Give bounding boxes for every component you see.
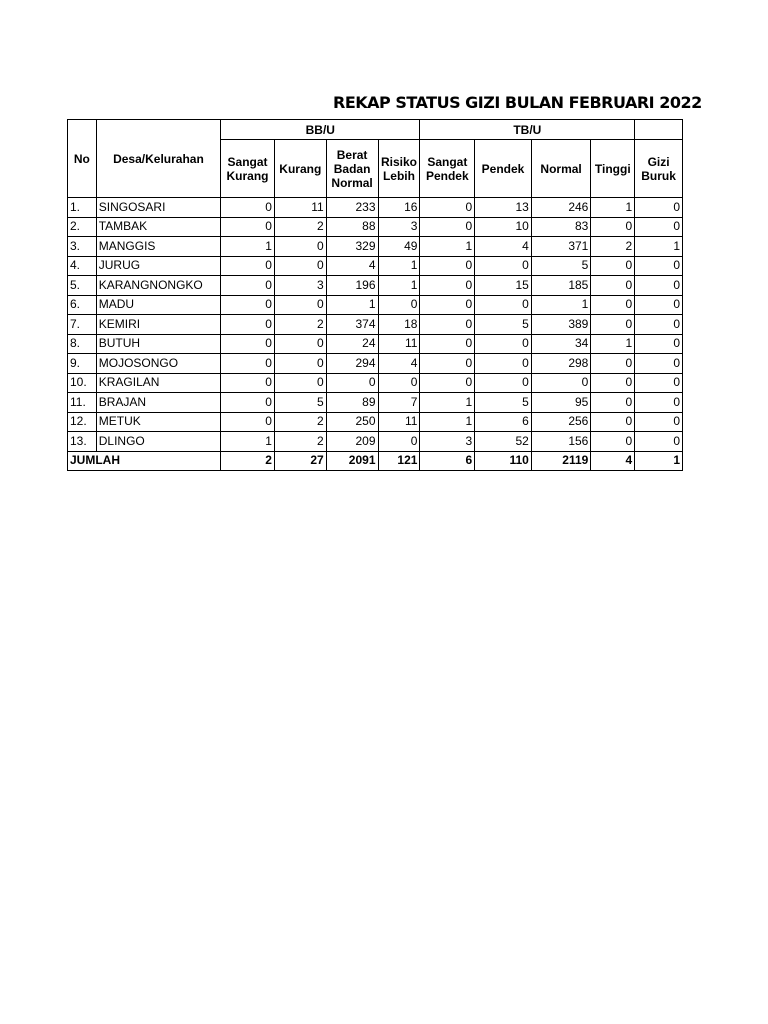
cell-value: 0 bbox=[635, 412, 683, 432]
cell-value: 0 bbox=[326, 373, 378, 393]
cell-value: 1 bbox=[591, 198, 635, 218]
table-row bbox=[68, 276, 683, 296]
header-group-bbtb bbox=[635, 120, 683, 140]
cell-value: 0 bbox=[221, 393, 275, 413]
cell-value: 5 bbox=[475, 393, 532, 413]
row-no: 4. bbox=[68, 256, 97, 276]
cell-value: 0 bbox=[420, 276, 475, 296]
header-group-bbu: BB/U bbox=[221, 120, 420, 140]
cell-value: 0 bbox=[221, 217, 275, 237]
cell-value: 294 bbox=[326, 354, 378, 374]
cell-value: 5 bbox=[531, 256, 591, 276]
cell-value: 1 bbox=[326, 295, 378, 315]
cell-value: 0 bbox=[635, 354, 683, 374]
row-desa: TAMBAK bbox=[96, 217, 220, 237]
row-no: 3. bbox=[68, 237, 97, 257]
header-col: Sangat Pendek bbox=[420, 140, 475, 198]
cell-value: 0 bbox=[591, 256, 635, 276]
table-row bbox=[68, 354, 683, 374]
header-col: Gizi Buruk bbox=[635, 140, 683, 198]
row-no: 13. bbox=[68, 432, 97, 452]
cell-value: 298 bbox=[531, 354, 591, 374]
cell-value: 83 bbox=[531, 217, 591, 237]
cell-value: 3 bbox=[420, 432, 475, 452]
cell-value: 0 bbox=[591, 393, 635, 413]
cell-value: 389 bbox=[531, 315, 591, 335]
cell-value: 0 bbox=[420, 198, 475, 218]
cell-value: 0 bbox=[274, 334, 326, 354]
row-desa: MADU bbox=[96, 295, 220, 315]
cell-value: 0 bbox=[635, 256, 683, 276]
total-value: 110 bbox=[475, 451, 532, 471]
row-desa: DLINGO bbox=[96, 432, 220, 452]
header-col: Risiko Lebih bbox=[378, 140, 420, 198]
cell-value: 0 bbox=[378, 295, 420, 315]
cell-value: 11 bbox=[274, 198, 326, 218]
cell-value: 0 bbox=[420, 354, 475, 374]
cell-value: 0 bbox=[591, 354, 635, 374]
cell-value: 0 bbox=[591, 412, 635, 432]
total-label: JUMLAH bbox=[68, 451, 221, 471]
row-no: 6. bbox=[68, 295, 97, 315]
cell-value: 1 bbox=[378, 276, 420, 296]
row-desa: KEMIRI bbox=[96, 315, 220, 335]
total-value: 4 bbox=[591, 451, 635, 471]
cell-value: 185 bbox=[531, 276, 591, 296]
cell-value: 250 bbox=[326, 412, 378, 432]
cell-value: 371 bbox=[531, 237, 591, 257]
cell-value: 1 bbox=[221, 237, 275, 257]
row-no: 12. bbox=[68, 412, 97, 432]
cell-value: 0 bbox=[274, 295, 326, 315]
cell-value: 209 bbox=[326, 432, 378, 452]
row-no: 5. bbox=[68, 276, 97, 296]
cell-value: 0 bbox=[274, 237, 326, 257]
table-row bbox=[68, 315, 683, 335]
cell-value: 2 bbox=[591, 237, 635, 257]
total-value: 1 bbox=[635, 451, 683, 471]
cell-value: 0 bbox=[221, 198, 275, 218]
row-desa: JURUG bbox=[96, 256, 220, 276]
cell-value: 88 bbox=[326, 217, 378, 237]
row-no: 11. bbox=[68, 393, 97, 413]
cell-value: 0 bbox=[591, 295, 635, 315]
cell-value: 0 bbox=[635, 373, 683, 393]
cell-value: 95 bbox=[531, 393, 591, 413]
total-value: 27 bbox=[274, 451, 326, 471]
cell-value: 0 bbox=[475, 354, 532, 374]
cell-value: 0 bbox=[591, 432, 635, 452]
header-no: No bbox=[68, 120, 97, 198]
cell-value: 0 bbox=[531, 373, 591, 393]
cell-value: 4 bbox=[326, 256, 378, 276]
table-row bbox=[68, 295, 683, 315]
cell-value: 0 bbox=[221, 276, 275, 296]
cell-value: 1 bbox=[378, 256, 420, 276]
table-row bbox=[68, 393, 683, 413]
table-row bbox=[68, 334, 683, 354]
cell-value: 329 bbox=[326, 237, 378, 257]
total-value: 2 bbox=[221, 451, 275, 471]
cell-value: 0 bbox=[221, 334, 275, 354]
row-no: 8. bbox=[68, 334, 97, 354]
cell-value: 0 bbox=[420, 315, 475, 335]
row-no: 2. bbox=[68, 217, 97, 237]
cell-value: 0 bbox=[221, 295, 275, 315]
table-row bbox=[68, 432, 683, 452]
table-row bbox=[68, 256, 683, 276]
cell-value: 0 bbox=[221, 373, 275, 393]
cell-value: 256 bbox=[531, 412, 591, 432]
cell-value: 0 bbox=[378, 432, 420, 452]
cell-value: 0 bbox=[221, 354, 275, 374]
cell-value: 24 bbox=[326, 334, 378, 354]
total-value: 2119 bbox=[531, 451, 591, 471]
cell-value: 374 bbox=[326, 315, 378, 335]
cell-value: 4 bbox=[475, 237, 532, 257]
cell-value: 6 bbox=[475, 412, 532, 432]
total-value: 2091 bbox=[326, 451, 378, 471]
cell-value: 0 bbox=[635, 432, 683, 452]
cell-value: 0 bbox=[378, 373, 420, 393]
cell-value: 0 bbox=[221, 315, 275, 335]
cell-value: 0 bbox=[475, 334, 532, 354]
cell-value: 0 bbox=[420, 217, 475, 237]
cell-value: 4 bbox=[378, 354, 420, 374]
cell-value: 0 bbox=[420, 295, 475, 315]
row-desa: METUK bbox=[96, 412, 220, 432]
page-title: REKAP STATUS GIZI BULAN FEBRUARI 2022 bbox=[333, 93, 702, 112]
cell-value: 1 bbox=[420, 237, 475, 257]
row-no: 7. bbox=[68, 315, 97, 335]
header-group-tbu: TB/U bbox=[420, 120, 635, 140]
cell-value: 52 bbox=[475, 432, 532, 452]
recap-table bbox=[67, 119, 683, 471]
cell-value: 0 bbox=[591, 217, 635, 237]
cell-value: 0 bbox=[635, 217, 683, 237]
cell-value: 15 bbox=[475, 276, 532, 296]
row-desa: SINGOSARI bbox=[96, 198, 220, 218]
header-col: Berat Badan Normal bbox=[326, 140, 378, 198]
table-row bbox=[68, 198, 683, 218]
cell-value: 89 bbox=[326, 393, 378, 413]
cell-value: 0 bbox=[635, 198, 683, 218]
cell-value: 0 bbox=[635, 295, 683, 315]
total-value: 6 bbox=[420, 451, 475, 471]
cell-value: 3 bbox=[274, 276, 326, 296]
row-desa: BRAJAN bbox=[96, 393, 220, 413]
header-col: Kurang bbox=[274, 140, 326, 198]
cell-value: 3 bbox=[378, 217, 420, 237]
cell-value: 5 bbox=[274, 393, 326, 413]
cell-value: 0 bbox=[635, 393, 683, 413]
cell-value: 0 bbox=[274, 256, 326, 276]
cell-value: 1 bbox=[591, 334, 635, 354]
cell-value: 16 bbox=[378, 198, 420, 218]
header-col: Sangat Kurang bbox=[221, 140, 275, 198]
cell-value: 233 bbox=[326, 198, 378, 218]
cell-value: 0 bbox=[420, 373, 475, 393]
cell-value: 0 bbox=[635, 315, 683, 335]
cell-value: 2 bbox=[274, 412, 326, 432]
cell-value: 7 bbox=[378, 393, 420, 413]
header-col: Normal bbox=[531, 140, 591, 198]
cell-value: 11 bbox=[378, 334, 420, 354]
cell-value: 5 bbox=[475, 315, 532, 335]
cell-value: 0 bbox=[221, 256, 275, 276]
cell-value: 1 bbox=[635, 237, 683, 257]
row-desa: BUTUH bbox=[96, 334, 220, 354]
cell-value: 0 bbox=[475, 295, 532, 315]
row-desa: KRAGILAN bbox=[96, 373, 220, 393]
row-no: 10. bbox=[68, 373, 97, 393]
cell-value: 0 bbox=[420, 334, 475, 354]
cell-value: 0 bbox=[635, 276, 683, 296]
cell-value: 1 bbox=[221, 432, 275, 452]
cell-value: 34 bbox=[531, 334, 591, 354]
cell-value: 0 bbox=[591, 373, 635, 393]
table-row bbox=[68, 217, 683, 237]
cell-value: 0 bbox=[274, 354, 326, 374]
table-row bbox=[68, 237, 683, 257]
cell-value: 156 bbox=[531, 432, 591, 452]
table-row bbox=[68, 373, 683, 393]
cell-value: 0 bbox=[591, 315, 635, 335]
table-row bbox=[68, 412, 683, 432]
cell-value: 0 bbox=[274, 373, 326, 393]
cell-value: 1 bbox=[420, 393, 475, 413]
cell-value: 1 bbox=[420, 412, 475, 432]
cell-value: 1 bbox=[531, 295, 591, 315]
row-desa: MOJOSONGO bbox=[96, 354, 220, 374]
row-desa: MANGGIS bbox=[96, 237, 220, 257]
cell-value: 18 bbox=[378, 315, 420, 335]
cell-value: 0 bbox=[420, 256, 475, 276]
header-desa: Desa/Kelurahan bbox=[96, 120, 220, 198]
cell-value: 2 bbox=[274, 432, 326, 452]
cell-value: 0 bbox=[221, 412, 275, 432]
total-row bbox=[68, 451, 683, 471]
cell-value: 13 bbox=[475, 198, 532, 218]
cell-value: 0 bbox=[591, 276, 635, 296]
cell-value: 2 bbox=[274, 315, 326, 335]
cell-value: 10 bbox=[475, 217, 532, 237]
cell-value: 0 bbox=[475, 256, 532, 276]
cell-value: 11 bbox=[378, 412, 420, 432]
row-desa: KARANGNONGKO bbox=[96, 276, 220, 296]
cell-value: 0 bbox=[635, 334, 683, 354]
cell-value: 2 bbox=[274, 217, 326, 237]
header-col: Tinggi bbox=[591, 140, 635, 198]
cell-value: 0 bbox=[475, 373, 532, 393]
header-col: Pendek bbox=[475, 140, 532, 198]
total-value: 121 bbox=[378, 451, 420, 471]
row-no: 1. bbox=[68, 198, 97, 218]
table-body bbox=[68, 198, 683, 471]
row-no: 9. bbox=[68, 354, 97, 374]
cell-value: 246 bbox=[531, 198, 591, 218]
cell-value: 196 bbox=[326, 276, 378, 296]
cell-value: 49 bbox=[378, 237, 420, 257]
